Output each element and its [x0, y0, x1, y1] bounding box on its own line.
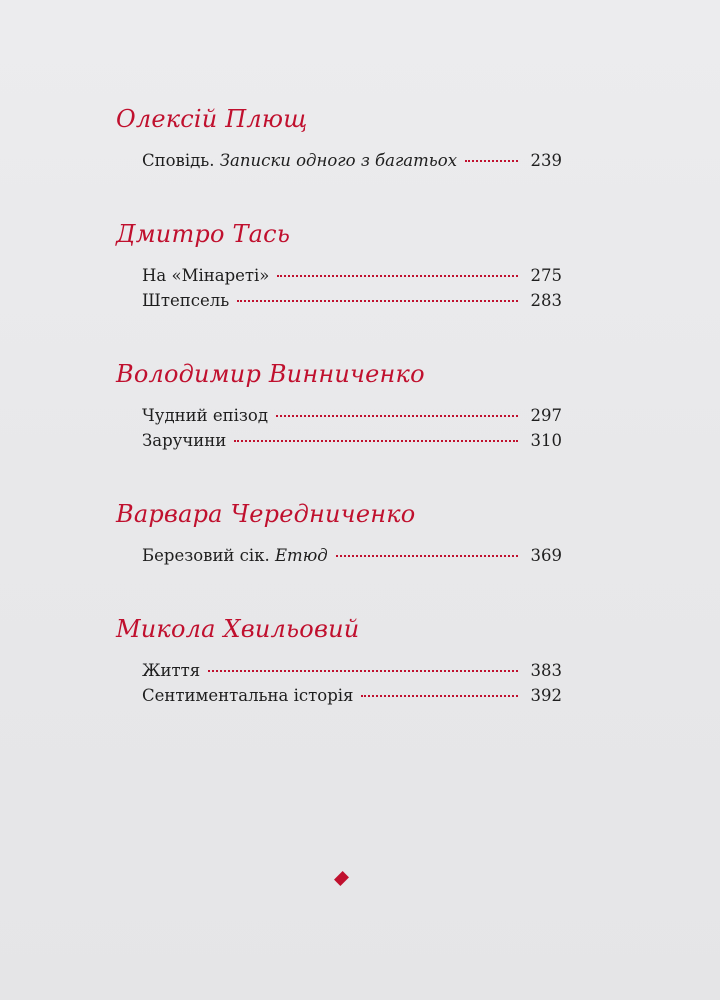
toc-entry[interactable] — [142, 658, 562, 683]
entry-title: Березовий сік. — [142, 546, 270, 565]
author-heading: Дмитро Тась — [116, 220, 291, 248]
toc-section-plyushch — [116, 104, 566, 173]
author-heading: Володимир Винниченко — [116, 360, 425, 388]
dot-leader — [208, 670, 518, 672]
toc-entry[interactable] — [142, 148, 562, 173]
entry-subtitle: Записки одного з багатьох — [219, 151, 458, 170]
entry-title: Чудний епізод — [142, 406, 268, 425]
entry-page-number: 369 — [530, 546, 562, 565]
dot-leader — [237, 300, 518, 302]
toc-section-cherednychenko — [116, 499, 566, 568]
entry-page-number: 283 — [530, 291, 562, 310]
entry-title: На «Мінареті» — [142, 266, 270, 285]
dot-leader — [234, 440, 518, 442]
entry-title: Сповідь. — [142, 151, 215, 170]
entry-title: Сентиментальна історія — [142, 686, 354, 705]
dot-leader — [361, 695, 518, 697]
entry-page-number: 239 — [530, 151, 562, 170]
toc-entry[interactable] — [142, 543, 562, 568]
toc-entry[interactable] — [142, 288, 562, 313]
entry-title: Заручини — [142, 431, 227, 450]
entry-subtitle: Етюд — [275, 546, 328, 565]
toc-entry[interactable] — [142, 428, 562, 453]
dot-leader — [276, 415, 518, 417]
toc-entry[interactable] — [142, 403, 562, 428]
dot-leader — [277, 275, 518, 277]
entry-page-number: 392 — [530, 686, 562, 705]
dot-leader — [465, 160, 518, 162]
author-heading: Олексій Плющ — [116, 105, 308, 133]
toc-section-tas — [116, 219, 566, 313]
table-of-contents — [116, 104, 566, 754]
entry-page-number: 275 — [530, 266, 562, 285]
author-heading: Микола Хвильовий — [116, 615, 360, 643]
entry-title: Життя — [142, 661, 201, 680]
toc-section-vynnychenko — [116, 359, 566, 453]
entry-page-number: 383 — [530, 661, 562, 680]
dot-leader — [336, 555, 518, 557]
toc-section-khvylovy — [116, 614, 566, 708]
author-heading: Варвара Чередниченко — [116, 500, 416, 528]
entry-page-number: 310 — [530, 431, 562, 450]
diamond-ornament-icon — [334, 871, 349, 886]
entry-title: Штепсель — [142, 291, 230, 310]
toc-entry[interactable] — [142, 683, 562, 708]
entry-page-number: 297 — [530, 406, 562, 425]
toc-entry[interactable] — [142, 263, 562, 288]
